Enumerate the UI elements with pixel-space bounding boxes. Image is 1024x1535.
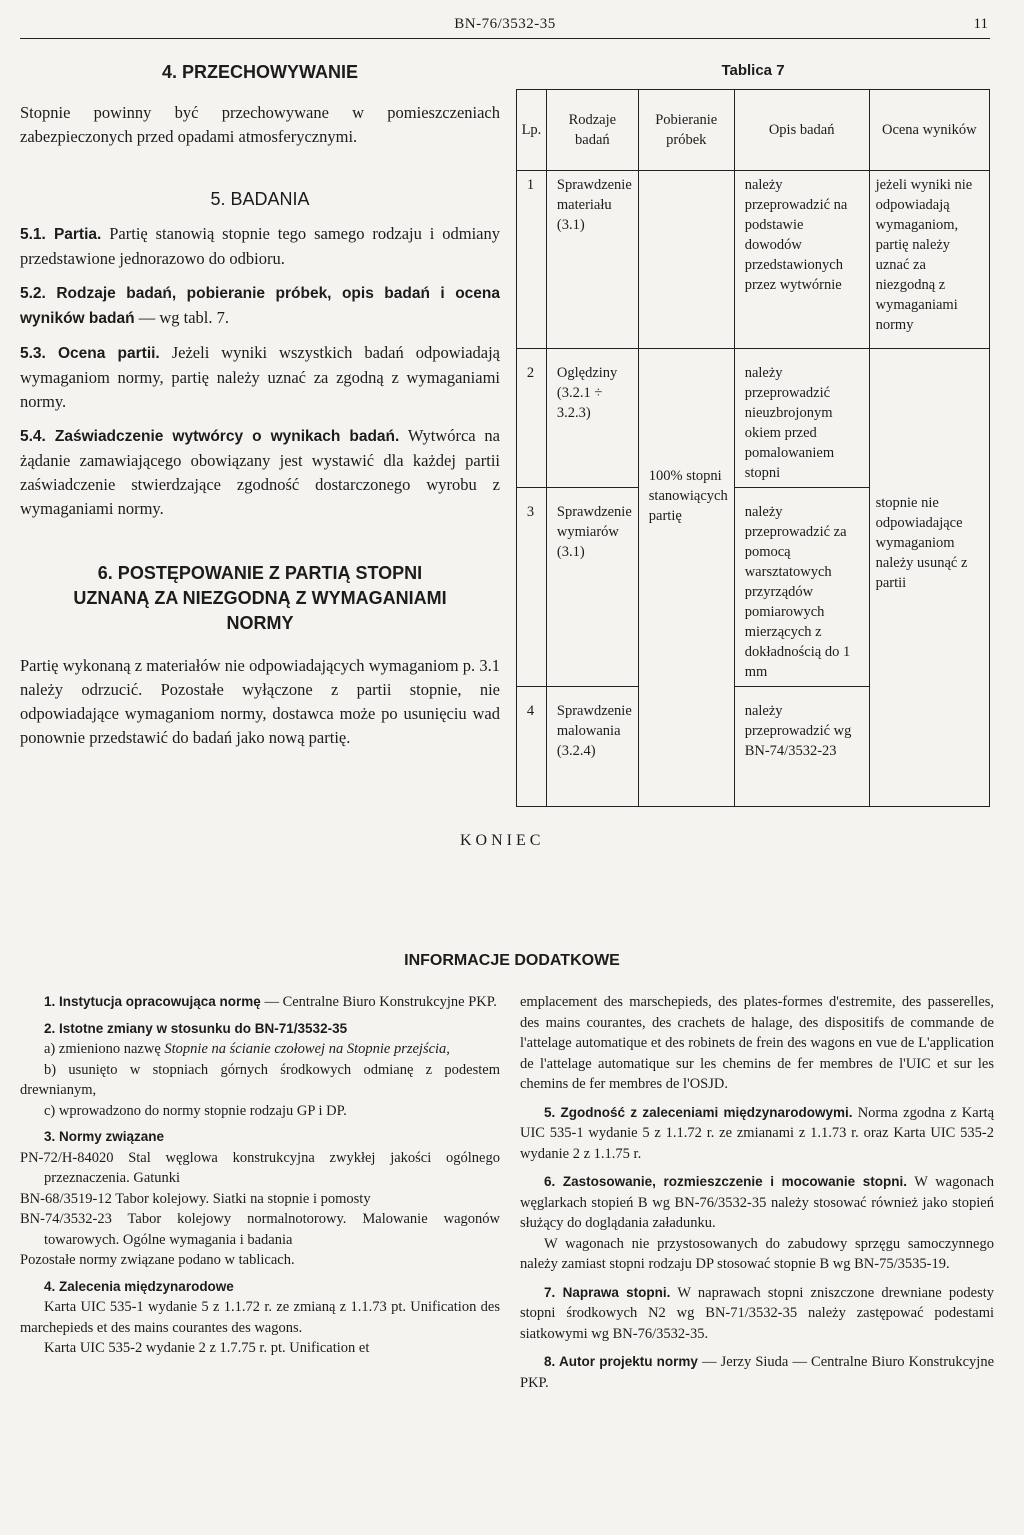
cell-sampling-empty	[638, 171, 734, 349]
info-item-2c: c) wprowadzono do normy stopnie rodzaju GP i DP.	[44, 1102, 347, 1119]
cell-test-type: Oględziny (3.2.1 ÷ 3.2.3)	[546, 349, 638, 488]
info-item-3-line-3: BN-74/3532-23 Tabor kolejowy normalnotorowy. Malowanie wagonów towarowych. Ogólne wymagania i badania	[20, 1211, 500, 1248]
section-5-title: 5. BADANIA	[210, 189, 310, 209]
info-item-2-head	[20, 1019, 500, 1040]
info-item-5	[520, 1103, 994, 1165]
paragraph-5-1-head: 5.1. Partia.	[20, 226, 102, 243]
info-item-4-line-2: Karta UIC 535-2 wydanie 2 z 1.7.75 r. pt. Unification et	[44, 1340, 370, 1356]
paragraph-5-1	[20, 222, 500, 271]
cell-sampling	[638, 349, 734, 687]
paragraph-5-4-text: Wytwórca na żądanie zamawiającego obowiązany jest wystawić dla każdej partii zaświadczenie stwierdzające zgodność dostarczonego wyrobu z wymaganiami normy.	[20, 426, 500, 518]
info-item-4-line-1: Karta UIC 535-1 wydanie 5 z 1.1.72 r. ze zmianą z 1.1.73 pt. Unification des marchepieds et des mains courantes des wagons.	[20, 1299, 500, 1336]
info-item-6-text-2: W wagonach nie przystosowanych do zabudowy sprzęgu samoczynnego należy zamiast stopni rodzaju DP stosować stopnie B wg BN-75/3535-19.	[520, 1235, 994, 1272]
header-test-description: Opis badań	[734, 90, 869, 171]
info-item-7	[520, 1283, 994, 1345]
cell-test-description: należy przeprowadzić nieuzbrojonym okiem przed pomalowaniem stopni	[734, 349, 869, 488]
page-header	[20, 10, 990, 39]
header-lp: Lp.	[517, 90, 547, 171]
left-column	[20, 62, 500, 750]
section-6-text: Partię wykonaną z materiałów nie odpowiadających wymaganiom p. 3.1 należy odrzucić. Pozostałe wyłączone z partii stopnie, nie odpowiadające wymaganiom normy, dostawca może po usunięciu wad ponownie przedstawić do badań jako nową partię.	[20, 656, 500, 747]
standard-number: BN-76/3532-35	[454, 16, 556, 32]
info-item-5-text: Norma zgodna z Kartą UIC 535-1 wydanie 5 z 1.1.72 r. ze zmianami z 1.1.73 r. oraz Karta UIC 535-2 wydanie 2 z 1.1.75 r.	[520, 1104, 994, 1162]
table-7	[516, 89, 990, 807]
info-item-6	[520, 1172, 994, 1234]
table-row	[517, 171, 990, 349]
paragraph-5-3	[20, 341, 500, 414]
cell-test-description: należy przeprowadzić wg BN-74/3532-23	[734, 687, 869, 807]
paragraph-5-2-head: 5.2. Rodzaje badań, pobieranie próbek, opis badań i ocena wyników badań	[20, 285, 500, 327]
header-evaluation: Ocena wyników	[869, 90, 989, 171]
info-title: INFORMACJE DODATKOWE	[404, 952, 620, 969]
info-item-6-text: W wagonach węglarkach stopień B wg BN-76/3532-35 należy stosować również jako stopień służący do doglądania załadunku.	[520, 1174, 994, 1231]
info-item-6-head: 6. Zastosowanie, rozmieszczenie i mocowanie stopni.	[544, 1174, 908, 1189]
paragraph-5-3-head: 5.3. Ocena partii.	[20, 345, 160, 362]
info-item-1-text: — Centralne Biuro Konstrukcyjne PKP.	[260, 994, 497, 1010]
cell-test-type: Sprawdzenie wymiarów (3.1)	[546, 488, 638, 687]
info-item-4-continued: emplacement des marschepieds, des plates-formes d'estremite, des passerelles, des mains courantes, des crachets de halage, des dispositifs de commande de l'attelage automatique et des robinets de frein des wagons en vue de L'application de l'attelage automatique sur les chemins de fer membres de l'UIC et sur les chemins de fer membres de l'OSJD.	[520, 994, 994, 1092]
sampling-text: 100% stopni stanowiących partię	[648, 467, 728, 524]
cell-lp: 1	[526, 177, 535, 193]
info-item-1-head: 1. Instytucja opracowująca normę	[44, 994, 261, 1009]
info-item-2a	[20, 1039, 500, 1060]
info-item-3-head	[20, 1127, 500, 1148]
page-number: 11	[973, 16, 988, 32]
paragraph-5-4	[20, 424, 500, 521]
end-marker: KONIEC	[460, 832, 545, 849]
header-test-type: Rodzaje badań	[546, 90, 638, 171]
info-item-3-line-4: Pozostałe normy związane podano w tablicach.	[20, 1252, 295, 1268]
section-4-text: Stopnie powinny być przechowywane w pomieszczeniach zabezpieczonych przed opadami atmosferycznymi.	[20, 103, 500, 146]
cell-evaluation: jeżeli wyniki nie odpowiadają wymaganiom, partię należy uznać za niezgodną z wymaganiami normy	[869, 171, 989, 349]
cell-lp: 2	[517, 349, 547, 488]
cell-test-type: Sprawdzenie materiału (3.1)	[546, 171, 638, 349]
table-header-row	[517, 90, 990, 171]
section-6-title	[20, 561, 500, 636]
paragraph-5-3-text: Jeżeli wyniki wszystkich badań odpowiadają wymaganiom normy, partię należy uznać za zgodną z wymaganiami normy.	[20, 343, 501, 411]
cell-test-description: należy przeprowadzić na podstawie dowodów przedstawionych przez wytwórnie	[734, 171, 869, 349]
info-item-4-title: 4. Zalecenia międzynarodowe	[44, 1278, 234, 1294]
info-item-2a-text: a) zmieniono nazwę	[44, 1041, 165, 1057]
cell-test-description: należy przeprowadzić za pomocą warsztatowych przyrządów pomiarowych mierzących z dokładnością do 1 mm	[734, 488, 869, 687]
section-6-title-line-2: UZNANĄ ZA NIEZGODNĄ Z WYMAGANIAMI	[73, 588, 447, 608]
info-item-2b: b) usunięto w stopniach górnych środkowych odmianę z podestem drewnianym,	[20, 1061, 500, 1098]
info-item-7-text: W naprawach stopni zniszczone drewniane podesty stopni środkowych N2 wg BN-71/3532-35 należy zastępować podestami siatkowymi wg BN-76/3532-35.	[520, 1284, 995, 1342]
paragraph-5-4-head: 5.4. Zaświadczenie wytwórcy o wynikach badań.	[20, 428, 400, 445]
info-item-4-head	[20, 1277, 500, 1298]
info-item-7-head: 7. Naprawa stopni.	[544, 1284, 671, 1300]
info-item-2-title: 2. Istotne zmiany w stosunku do BN-71/3532-35	[44, 1020, 348, 1036]
info-item-3-line-1: PN-72/H-84020 Stal węglowa konstrukcyjna zwykłej jakości ogólnego przeznaczenia. Gatunki	[20, 1149, 500, 1186]
info-item-5-head: 5. Zgodność z zaleceniami międzynarodowymi.	[544, 1104, 853, 1120]
evaluation-shared-text: stopnie nie odpowiadające wymaganiom należy usunąć z partii	[875, 494, 968, 591]
info-item-1	[20, 992, 500, 1013]
paragraph-5-1-text: Partię stanowią stopnie tego samego rodzaju i odmiany przedstawione jednorazowo do odbioru.	[20, 224, 500, 268]
info-item-3-line-2: BN-68/3519-12 Tabor kolejowy. Siatki na stopnie i pomosty	[20, 1190, 371, 1207]
info-item-8-text: — Jerzy Siuda — Centralne Biuro Konstrukcyjne PKP.	[520, 1354, 995, 1391]
paragraph-5-2	[20, 281, 500, 331]
section-6-title-line-1: 6. POSTĘPOWANIE Z PARTIĄ STOPNI	[97, 563, 423, 583]
info-item-8	[520, 1352, 994, 1393]
info-left-column	[20, 992, 500, 1359]
table-row	[517, 349, 990, 488]
section-6-title-line-3: NORMY	[226, 613, 294, 633]
cell-sampling-empty	[638, 687, 734, 807]
right-column	[516, 62, 990, 807]
info-right-column	[520, 992, 994, 1393]
paragraph-5-2-text: — wg tabl. 7.	[134, 308, 229, 327]
table-caption: Tablica 7	[721, 62, 785, 79]
header-sampling: Pobieranie próbek	[638, 90, 734, 171]
section-4-title: 4. PRZECHOWYWANIE	[161, 62, 358, 82]
cell-lp: 4	[517, 687, 547, 807]
info-item-8-head: 8. Autor projektu normy	[544, 1354, 698, 1369]
cell-lp: 3	[517, 488, 547, 687]
info-item-2a-italic: Stopnie na ścianie czołowej na Stopnie przejścia,	[164, 1041, 450, 1057]
info-item-3-title: 3. Normy związane	[44, 1129, 165, 1144]
cell-test-type: Sprawdzenie malowania (3.2.4)	[546, 687, 638, 807]
cell-evaluation-shared	[869, 349, 989, 807]
